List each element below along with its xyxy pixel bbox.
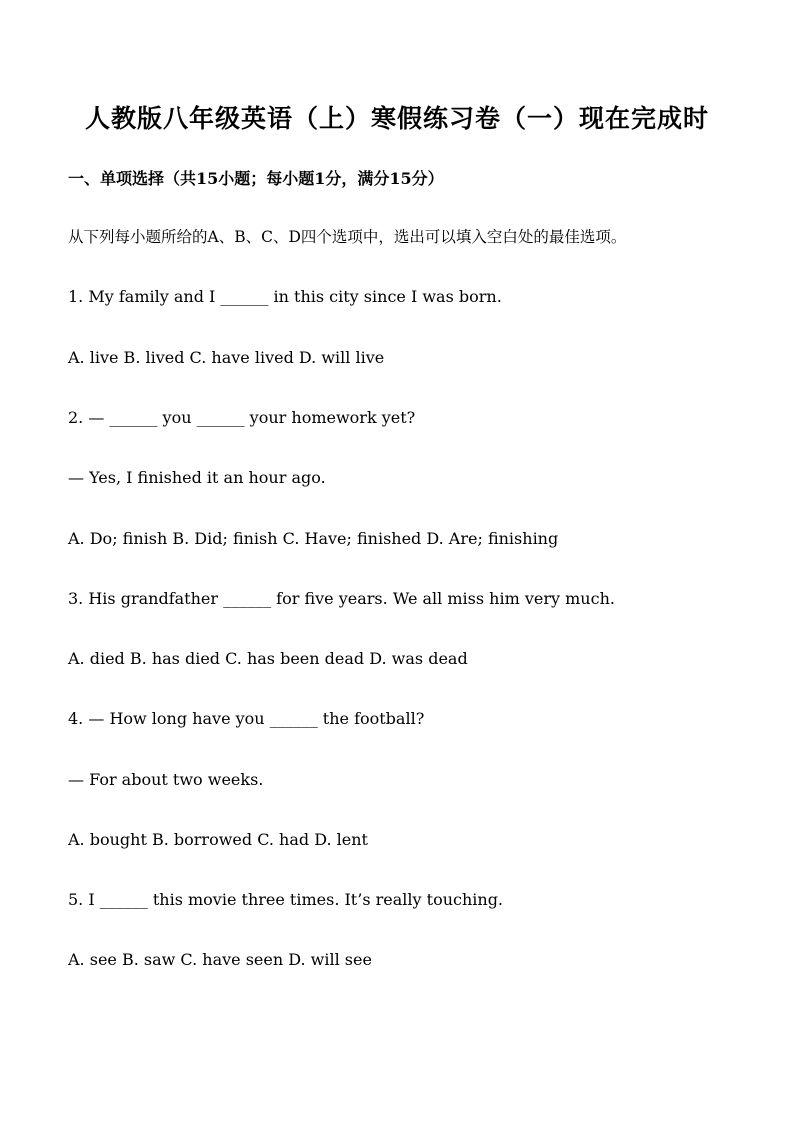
question-5-options: A. see B. saw C. have seen D. will see <box>68 950 372 969</box>
question-2-options: A. Do; finish B. Did; finish C. Have; finished D. Are; finishing <box>68 529 559 548</box>
question-2-reply: — Yes, I finished it an hour ago. <box>68 468 326 487</box>
question-4-options: A. bought B. borrowed C. had D. lent <box>68 830 368 849</box>
question-4-reply: — For about two weeks. <box>68 770 264 789</box>
question-4-prompt: 4. — How long have you ______ the football? <box>68 709 425 728</box>
question-1-prompt: 1. My family and I ______ in this city since I was born. <box>68 287 502 306</box>
section-heading: 一、单项选择（共15小题；每小题1分，满分15分） <box>68 169 444 188</box>
question-5-prompt: 5. I ______ this movie three times. It’s really touching. <box>68 890 504 909</box>
instructions-text: 从下列每小题所给的A、B、C、D四个选项中，选出可以填入空白处的最佳选项。 <box>68 228 627 246</box>
question-3-prompt: 3. His grandfather ______ for five years. We all miss him very much. <box>68 589 615 608</box>
document-title: 人教版八年级英语（上）寒假练习卷（一）现在完成时 <box>84 104 709 133</box>
question-3-options: A. died B. has died C. has been dead D. was dead <box>68 649 468 668</box>
question-1-options: A. live B. lived C. have lived D. will live <box>68 348 385 367</box>
question-2-prompt: 2. — ______ you ______ your homework yet? <box>68 408 416 427</box>
